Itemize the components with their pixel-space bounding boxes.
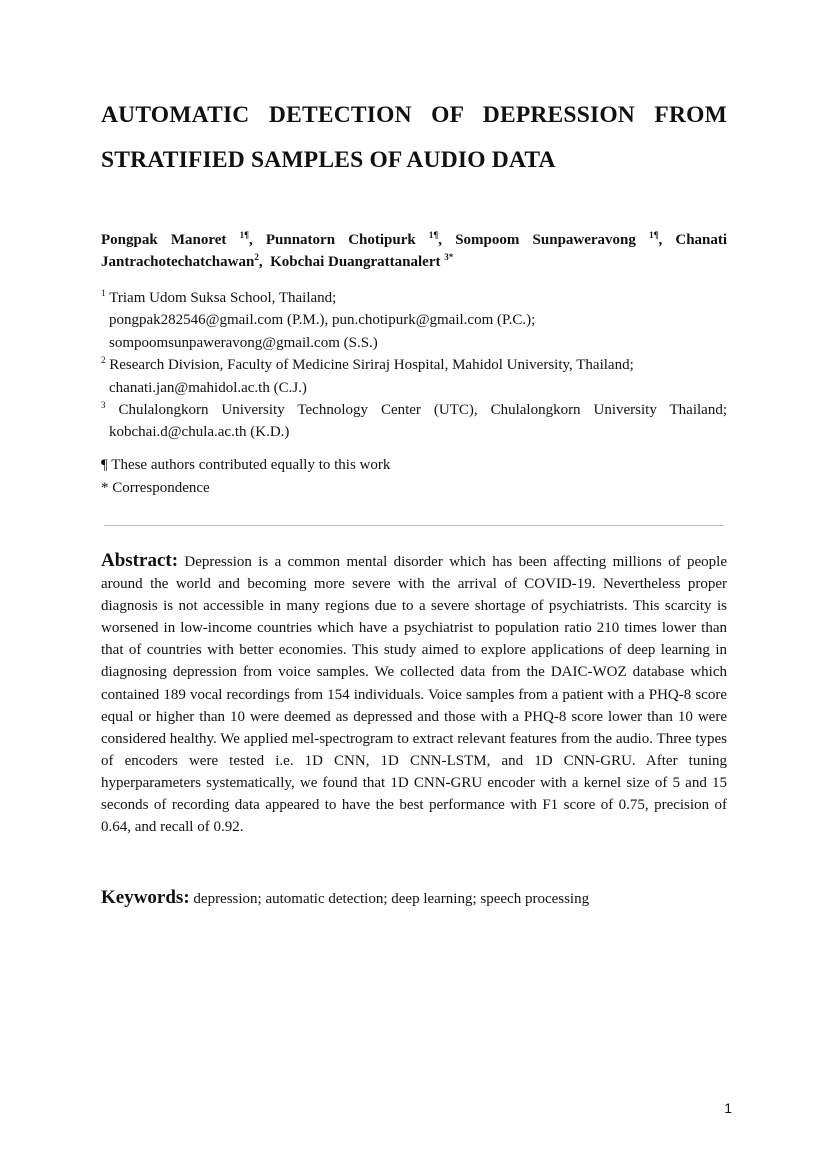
keywords-label: Keywords: <box>101 887 190 908</box>
abstract-text: Depression is a common mental disorder which has been affecting millions of people around the world and becoming more severe with the arrival of COVID-19. Nevertheless proper diagnosis is not accessible in many regions due to a severe shortage of psychiatrists. This scarcity is worsened in low-income countries which have a psychiatrist to population ratio 210 times lower than that of countries with better economies. This study aimed to explore applications of deep learning in diagnosing depression from voice samples. We collected data from the DAIC-WOZ database which contained 189 vocal recordings from 154 individuals. Voice samples from a patient with a PHQ-8 score equal or higher than 10 were deemed as depressed and those with a PHQ-8 score lower than 10 were considered healthy. We applied mel-spectrogram to extract relevant features from the audio. Three types of encoders were tested i.e. 1D CNN, 1D CNN-LSTM, and 1D CNN-GRU. After tuning hyperparameters systematically, we found that 1D CNN-GRU encoder with a kernel size of 5 and 15 seconds of recording data appeared to have the best performance with F1 score of 0.75, precision of 0.64, and recall of 0.92. <box>101 554 728 836</box>
title-line-1: AUTOMATIC DETECTION OF DEPRESSION FROM <box>101 102 727 128</box>
author-line-1: Pongpak Manoret $^{1\P}$, Punnatorn Chotipurk $^{1\P}$, Sompoom Sunpaweravong $^{1\P}$, Chanati <box>101 230 728 248</box>
author-name: Chanati <box>675 232 728 248</box>
keywords <box>101 886 727 911</box>
author-affiliation-mark: 3* <box>444 252 454 262</box>
author-affiliation-mark: 1¶ <box>428 230 439 240</box>
author-affiliation-mark: 1¶ <box>239 230 249 240</box>
affiliation-3-email: kobchai.d@chula.ac.th (K.D.) <box>109 424 290 441</box>
author-affiliation-mark: 1¶ <box>649 230 659 240</box>
author-line-2: Jantrachotechatchawan$^2$, Kobchai Duangrattanalert $^{3*}$ <box>101 252 454 270</box>
affiliation-2: $^2$ Research Division, Faculty of Medicine Siriraj Hospital, Mahidol University, Thailand; <box>101 355 634 374</box>
affiliation-1: $^1$ Triam Udom Suksa School, Thailand; <box>101 288 337 306</box>
author-notes <box>101 454 727 500</box>
author-list <box>101 229 727 273</box>
paper-title <box>101 93 727 183</box>
affiliation-number: 3 <box>101 400 106 411</box>
author-name: Pongpak Manoret <box>101 232 227 248</box>
title-line-2: STRATIFIED SAMPLES OF AUDIO DATA <box>101 147 556 173</box>
author-affiliation-mark: 2 <box>254 252 259 262</box>
affiliation-1-emails-2: sompoomsunpaweravong@gmail.com (S.S.) <box>109 334 378 351</box>
affiliation-number: 2 <box>101 355 106 366</box>
affiliation-3: $^3$ Chulalongkorn University Technology Center (UTC), Chulalongkorn University Thailand; <box>101 400 727 419</box>
abstract <box>101 550 727 838</box>
page-number: 1 <box>724 1100 732 1116</box>
author-name: Sompoom Sunpaweravong <box>455 232 636 248</box>
correspondence-note: * Correspondence <box>101 480 210 496</box>
section-divider <box>104 525 724 526</box>
abstract-label: Abstract: <box>101 550 179 571</box>
affiliation-1-emails: pongpak282546@gmail.com (P.M.), pun.chotipurk@gmail.com (P.C.); <box>109 312 536 329</box>
keywords-text: depression; automatic detection; deep learning; speech processing <box>193 891 590 907</box>
author-name: Punnatorn Chotipurk <box>265 232 416 248</box>
author-name: Jantrachotechatchawan <box>101 254 255 270</box>
affiliation-2-email: chanati.jan@mahidol.ac.th (C.J.) <box>109 379 307 396</box>
affiliation-number: 1 <box>101 288 106 298</box>
affiliations <box>101 287 727 444</box>
author-name: Kobchai Duangrattanalert <box>270 254 441 270</box>
equal-contribution-note: ¶ These authors contributed equally to this work <box>101 457 391 473</box>
